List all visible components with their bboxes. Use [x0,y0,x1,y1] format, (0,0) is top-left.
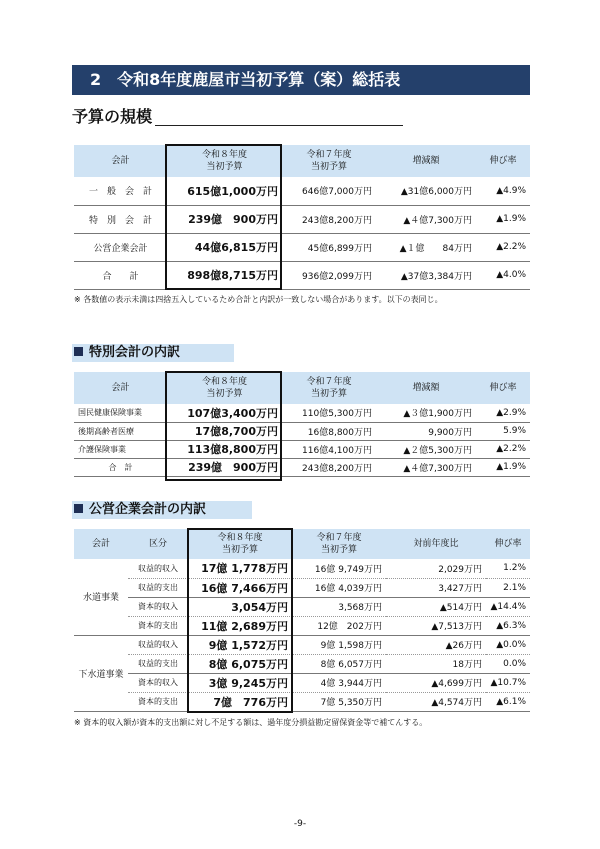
rate-value: ▲2.2% [476,233,530,261]
category: 収益的支出 [128,578,188,597]
r8-value: 3,054万円 [188,597,292,616]
footnote-capital: ※ 資本的収入額が資本的支出額に対し不足する額は、過年度分損益勘定留保資金等で補てんする。 [74,718,428,727]
r7-value: 936億2,099万円 [282,261,376,289]
r8-value: 7億 776万円 [188,692,292,711]
diff-value: ▲37億3,384万円 [376,261,476,289]
r7-value: 12億 202万円 [292,616,386,635]
category: 収益的収入 [128,559,188,578]
page-title: 2 令和8年度鹿屋市当初予算（案）総括表 [72,65,530,95]
header-cell: 伸び率 [486,529,530,559]
heading-underline [155,125,403,126]
r8-value: 898億8,715万円 [167,261,282,289]
header-cell: 伸び率 [476,145,530,177]
table-header-row [74,145,530,177]
r8-value: 9億 1,572万円 [188,635,292,654]
page-number: -9- [293,819,307,829]
diff-value: ▲4,574万円 [386,692,486,711]
diff-value: ▲４億7,300万円 [376,458,476,476]
r8-value: 615億1,000万円 [167,177,282,205]
header-cell: 令和８年度 当初予算 [167,145,282,177]
enterprise-name: 下水道事業 [74,635,128,711]
section-heading-label: 特別会計の内訳 [89,345,181,360]
table-row [74,440,530,458]
r7-value: 4億 3,944万円 [292,673,386,692]
rate-value: 2.1% [486,578,530,597]
rate-value: ▲10.7% [486,673,530,692]
table-header-row [74,529,530,559]
table-row [74,673,530,692]
header-cell: 対前年度比 [386,529,486,559]
account-name: 国民健康保険事業 [74,404,167,422]
section-heading-budget-scale: 予算の規模 [72,107,153,126]
header-cell: 増減額 [376,145,476,177]
account-name: 介護保険事業 [74,440,167,458]
r7-value: 7億 5,350万円 [292,692,386,711]
header-cell: 令和７年度 当初予算 [282,145,376,177]
r7-value: 16億 4,039万円 [292,578,386,597]
r7-value: 8億 6,057万円 [292,654,386,673]
header-cell: 会計 [74,372,167,404]
category: 収益的支出 [128,654,188,673]
header-cell: 会計 [74,145,167,177]
r7-value: 16億8,800万円 [282,422,376,440]
rate-value: 5.9% [476,422,530,440]
rate-value: ▲2.9% [476,404,530,422]
footnote-rounding: ※ 各数値の表示未満は四捨五入しているため合計と内訳が一致しない場合があります。以下の表同じ。 [74,295,443,304]
account-name: 一 般 会 計 [74,177,167,205]
category: 収益的収入 [128,635,188,654]
table-row [74,616,530,635]
enterprise-accounts-table [74,529,530,712]
table-row [74,559,530,578]
category: 資本的支出 [128,616,188,635]
enterprise-name: 水道事業 [74,559,128,635]
table-row [74,692,530,711]
table-row [74,404,530,422]
r8-value: 239億 900万円 [167,205,282,233]
account-name: 公営企業会計 [74,233,167,261]
r7-value: 9億 1,598万円 [292,635,386,654]
r8-value: 113億8,800万円 [167,440,282,458]
account-name: 後期高齢者医療 [74,422,167,440]
diff-value: ▲4,699万円 [386,673,486,692]
header-cell: 増減額 [376,372,476,404]
section-heading-special [72,344,234,362]
diff-value: ▲３億1,900万円 [376,404,476,422]
table-row [74,597,530,616]
special-accounts-table [74,372,530,477]
diff-value: ▲４億7,300万円 [376,205,476,233]
table-row [74,654,530,673]
diff-value: ▲１億 84万円 [376,233,476,261]
header-cell: 令和８年度 当初予算 [188,529,292,559]
r7-value: 110億5,300万円 [282,404,376,422]
table-row [74,233,530,261]
rate-value: ▲4.0% [476,261,530,289]
rate-value: ▲1.9% [476,205,530,233]
r8-value: 239億 900万円 [167,458,282,476]
table-row [74,422,530,440]
header-cell: 令和８年度 当初予算 [167,372,282,404]
rate-value: ▲0.0% [486,635,530,654]
diff-value: 18万円 [386,654,486,673]
header-cell: 令和７年度 当初予算 [292,529,386,559]
r8-value: 17億8,700万円 [167,422,282,440]
section-heading-enterprise [72,501,252,519]
section-heading-label: 公営企業会計の内訳 [89,502,207,517]
diff-value: ▲２億5,300万円 [376,440,476,458]
square-bullet-icon [74,504,83,513]
table-row [74,177,530,205]
r7-value: 16億 9,749万円 [292,559,386,578]
table-row [74,205,530,233]
square-bullet-icon [74,347,83,356]
header-cell: 伸び率 [476,372,530,404]
table-row-total [74,261,530,289]
rate-value: 0.0% [486,654,530,673]
rate-value: 1.2% [486,559,530,578]
r8-value: 8億 6,075万円 [188,654,292,673]
account-name: 合 計 [74,261,167,289]
table-row-total [74,458,530,476]
diff-value: ▲514万円 [386,597,486,616]
category: 資本的収入 [128,597,188,616]
rate-value: ▲6.3% [486,616,530,635]
category: 資本的収入 [128,673,188,692]
r8-value: 16億 7,466万円 [188,578,292,597]
table-row [74,578,530,597]
rate-value: ▲4.9% [476,177,530,205]
category: 資本的支出 [128,692,188,711]
r8-value: 11億 2,689万円 [188,616,292,635]
r8-value: 3億 9,245万円 [188,673,292,692]
r7-value: 243億8,200万円 [282,458,376,476]
r7-value: 646億7,000万円 [282,177,376,205]
r7-value: 45億6,899万円 [282,233,376,261]
header-cell: 会計 [74,529,128,559]
r8-value: 44億6,815万円 [167,233,282,261]
diff-value: ▲7,513万円 [386,616,486,635]
r8-value: 17億 1,778万円 [188,559,292,578]
r8-value: 107億3,400万円 [167,404,282,422]
table-header-row [74,372,530,404]
r7-value: 116億4,100万円 [282,440,376,458]
header-cell: 令和７年度 当初予算 [282,372,376,404]
diff-value: 3,427万円 [386,578,486,597]
account-name: 合 計 [74,458,167,476]
rate-value: ▲14.4% [486,597,530,616]
rate-value: ▲2.2% [476,440,530,458]
diff-value: 2,029万円 [386,559,486,578]
table-row [74,635,530,654]
rate-value: ▲1.9% [476,458,530,476]
diff-value: ▲26万円 [386,635,486,654]
budget-scale-table [74,145,530,290]
r7-value: 3,568万円 [292,597,386,616]
diff-value: 9,900万円 [376,422,476,440]
diff-value: ▲31億6,000万円 [376,177,476,205]
header-cell: 区分 [128,529,188,559]
rate-value: ▲6.1% [486,692,530,711]
account-name: 特 別 会 計 [74,205,167,233]
r7-value: 243億8,200万円 [282,205,376,233]
